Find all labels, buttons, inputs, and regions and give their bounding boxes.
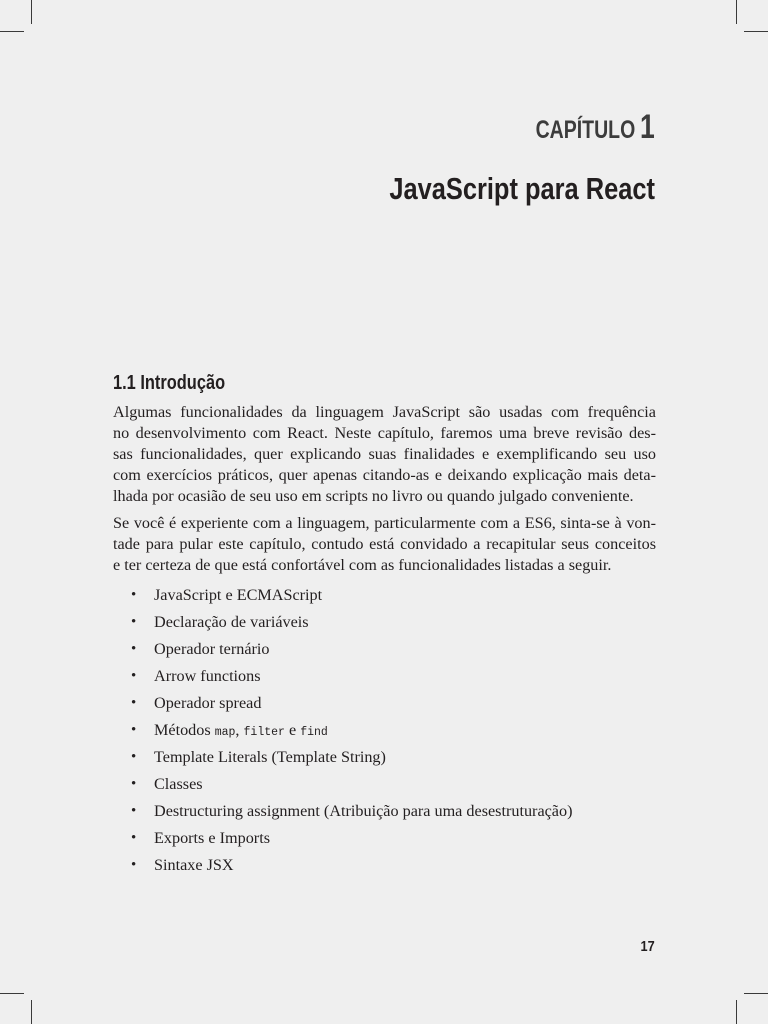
list-item: • Operador ternário bbox=[131, 638, 572, 665]
list-item: • Sintaxe JSX bbox=[131, 854, 572, 881]
list-item: • Classes bbox=[131, 773, 572, 800]
paragraph-line: no desenvolvimento com React. Neste capítulo, faremos uma breve revisão des- bbox=[113, 424, 656, 443]
bullet-icon: • bbox=[131, 830, 137, 846]
bullet-icon: • bbox=[131, 857, 137, 873]
crop-mark bbox=[0, 993, 24, 994]
bullet-icon: • bbox=[131, 587, 137, 603]
paragraph-line: Se você é experiente com a linguagem, particularmente com a ES6, sinta-se à von- bbox=[113, 514, 656, 532]
page-number: 17 bbox=[640, 938, 655, 955]
paragraph-line: lhada por ocasião de seu uso em scripts no livro ou quando julgado conveniente. bbox=[113, 487, 634, 506]
intro-paragraph-2 bbox=[113, 513, 656, 576]
list-item: • Template Literals (Template String) bbox=[131, 746, 572, 773]
list-item: • JavaScript e ECMAScript bbox=[131, 584, 572, 611]
list-item: • Arrow functions bbox=[131, 665, 572, 692]
bullet-icon: • bbox=[131, 695, 137, 711]
crop-mark bbox=[0, 31, 24, 32]
paragraph-line: tade para pular este capítulo, contudo está convidado a recapitular seus conceitos bbox=[113, 535, 656, 554]
paragraph-line: com exercícios práticos, quer apenas citando-as e deixando explicação mais deta- bbox=[113, 466, 656, 485]
crop-mark bbox=[744, 31, 768, 32]
crop-mark bbox=[736, 1000, 737, 1024]
chapter-number: 1 bbox=[640, 108, 655, 146]
code-map: map bbox=[214, 726, 236, 739]
bullet-icon: • bbox=[131, 722, 137, 738]
chapter-word: CAPÍTULO bbox=[535, 116, 636, 144]
list-item: • Operador spread bbox=[131, 692, 572, 719]
list-item: • Destructuring assignment (Atribuição para uma desestruturação) bbox=[131, 800, 572, 827]
bullet-icon: • bbox=[131, 614, 137, 630]
methods-prefix: Métodos bbox=[154, 721, 211, 739]
paragraph-line: Algumas funcionalidades da linguagem JavaScript são usadas com frequência bbox=[113, 403, 656, 421]
bullet-icon: • bbox=[131, 776, 137, 792]
code-filter: filter bbox=[243, 726, 285, 739]
bullet-icon: • bbox=[131, 803, 137, 819]
crop-mark bbox=[31, 1000, 32, 1024]
paragraph-line: sas funcionalidades, quer explicando suas finalidades e exemplificando seu uso bbox=[113, 445, 656, 464]
chapter-title: JavaScript para React bbox=[389, 171, 655, 206]
bullet-icon: • bbox=[131, 641, 137, 657]
code-find: find bbox=[300, 726, 328, 739]
section-heading: 1.1 Introdução bbox=[113, 372, 226, 394]
intro-paragraph-1 bbox=[113, 402, 656, 507]
list-item-methods: • Métodos map, filter e find bbox=[131, 719, 572, 746]
bullet-icon: • bbox=[131, 749, 137, 765]
paragraph-line: e ter certeza de que está confortável com as funcionalidades listadas a seguir. bbox=[113, 556, 612, 575]
bullet-icon: • bbox=[131, 668, 137, 684]
chapter-label bbox=[536, 108, 655, 147]
feature-list bbox=[131, 584, 572, 881]
crop-mark bbox=[744, 993, 768, 994]
list-item: • Exports e Imports bbox=[131, 827, 572, 854]
crop-mark bbox=[736, 0, 737, 24]
crop-mark bbox=[31, 0, 32, 24]
list-item: • Declaração de variáveis bbox=[131, 611, 572, 638]
